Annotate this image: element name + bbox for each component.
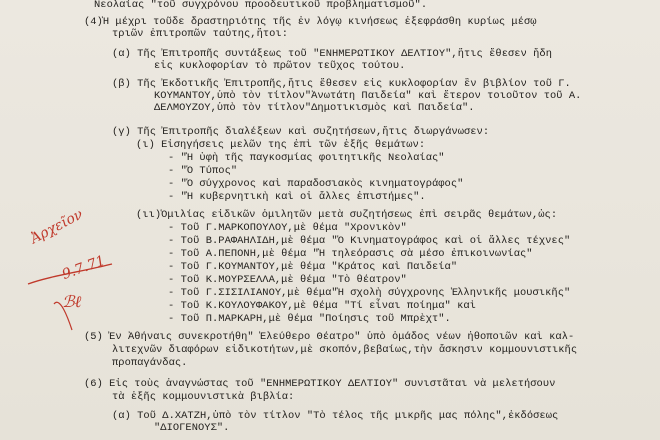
document-line: (4)Ἡ μέχρι τοῦδε δραστηριότης τῆς ἐν λόγῳ κινήσεως ἐξεφράσθη κυρίως μέσῳ	[84, 16, 537, 28]
document-line: λιτεχνῶν διαφόρων εἰδικοτήτων,μὲ σκοπόν,βεβαίως,τὴν ἄσκησιν κομμουνιστικῆς	[112, 344, 578, 356]
document-line: - "Ὁ Τύπος"	[168, 165, 238, 177]
document-line: - Τοῦ Κ.ΚΟΥΛΟΥΦΑΚΟΥ,μὲ θέμα "Τί εἶναι ποίημα" καὶ	[168, 300, 476, 312]
document-line: - Τοῦ Γ.ΜΑΡΚΟΠΟΥΛΟΥ,μὲ θέμα "Χρονικὸν"	[168, 222, 407, 234]
document-line: τριῶν ἐπιτροπῶν ταύτης,ἤτοι:	[112, 28, 288, 40]
document-line: (β) Τῆς Ἐκδοτικῆς Ἐπιτροπῆς,ἥτις ἔθεσεν εἰς κυκλοφορίαν ἓν βιβλίον τοῦ Γ.	[112, 78, 571, 90]
document-line: - Τοῦ Α.ΠΕΠΟΝΗ,μὲ θέμα "Ἡ τηλεόρασις σὰ μέσο ἐπικοινωνίας"	[168, 248, 533, 260]
document-line: (ιι)Ὁμιλίας εἰδικῶν ὁμιλητῶν μετὰ συζητήσεως ἐπὶ σειρᾶς θεμάτων,ὡς:	[136, 209, 558, 221]
document-line: - "Ὁ σύγχρονος καὶ παραδοσιακὸς κινηματογράφος"	[168, 178, 464, 190]
document-line: (γ) Τῆς Ἐπιτροπῆς διαλέξεων καὶ συζητήσεων,ἥτις διωργάνωσεν:	[112, 126, 490, 138]
document-line: - "Ἡ ὑφὴ τῆς παγκοσμίας φοιτητικῆς Νεολαίας"	[168, 152, 445, 164]
annotation-word: Ἀρχεῖον	[28, 206, 86, 248]
document-line: - Τοῦ Β.ΡΑΦΑΗΛΙΔΗ,μὲ θέμα "Ὁ Κινηματογράφος καὶ οἱ ἄλλες τέχνες"	[168, 235, 571, 247]
document-line: (α) Τῆς Ἐπιτροπῆς συντάξεως τοῦ "ΕΝΗΜΕΡΩΤΙΚΟΥ ΔΕΛΤΙΟΥ",ἥτις ἔθεσεν ἤδη	[112, 48, 552, 60]
document-line: - Τοῦ Γ.ΚΟΥΜΑΝΤΟΥ,μὲ θέμα "Κράτος καὶ Παιδεία"	[168, 261, 458, 273]
document-line: "ΔΙΟΓΕΝΟΥΣ".	[154, 422, 230, 434]
document-line: (ι) Εἰσηγήσεις μελῶν της ἐπὶ τῶν ἑξῆς θεμάτων:	[136, 139, 426, 151]
annotation-date: 9.7.71	[60, 252, 108, 284]
document-line: εἰς κυκλοφορίαν τὸ πρῶτον τεῦχος τούτου.	[154, 60, 406, 72]
document-line: - "Ἡ κυβερνητικὴ καὶ οἱ ἄλλες ἐπιστήμες".	[168, 191, 426, 203]
document-line: (6) Εἰς τοὺς ἀναγνώστας τοῦ "ΕΝΗΜΕΡΩΤΙΚΟΥ ΔΕΛΤΙΟΥ" συνιστᾶται νὰ μελετήσουν	[84, 378, 556, 390]
document-line: προπαγάνδας.	[112, 357, 188, 369]
document-line: (α) Τοῦ Δ.ΧΑΤΖΗ,ὑπὸ τὸν τίτλον "Τὸ τέλος τῆς μικρῆς μας πόλης",ἐκδόσεως	[112, 410, 559, 422]
annotation-initials: ℬℓ	[62, 292, 82, 311]
document-line: Νεολαίας "τοῦ συγχρόνου προοδευτικοῦ προβληματισμοῦ".	[94, 0, 428, 11]
document-line: τὰ ἑξῆς κομμουνιστικὰ βιβλία:	[112, 391, 295, 403]
document-line: - Τοῦ Κ.ΜΟΥΡΣΕΛΛΑ,μὲ θέμα "Τὸ θέατρον"	[168, 274, 407, 286]
document-line: ΔΕΛΜΟΥΖΟΥ,ὑπὸ τὸν τίτλον"Δημοτικισμὸς καὶ Παιδεία".	[154, 102, 475, 114]
document-line: - Τοῦ Π.ΜΑΡΚΑΡΗ,μὲ θέμα "Ποίησις τοῦ Μπρὲχτ".	[168, 313, 451, 325]
document-line: (5) Ἐν Ἀθήναις συνεκροτήθη" Ἐλεύθερο Θέατρο" ὑπὸ ὁμάδος νέων ἠθοποιῶν καὶ καλ-	[84, 331, 575, 343]
document-line: ΚΟΥΜΑΝΤΟΥ,ὑπὸ τὸν τίτλον"Ἀνωτάτη Παιδεία" καὶ ἕτερον τοιοῦτον τοῦ Α.	[154, 90, 582, 102]
document-line: - Τοῦ Γ.ΣΙΣΙΛΙΑΝΟΥ,μὲ θέμα"Ἡ σχολὴ σύγχρονης Ἑλληνικῆς μουσικῆς"	[168, 287, 571, 299]
